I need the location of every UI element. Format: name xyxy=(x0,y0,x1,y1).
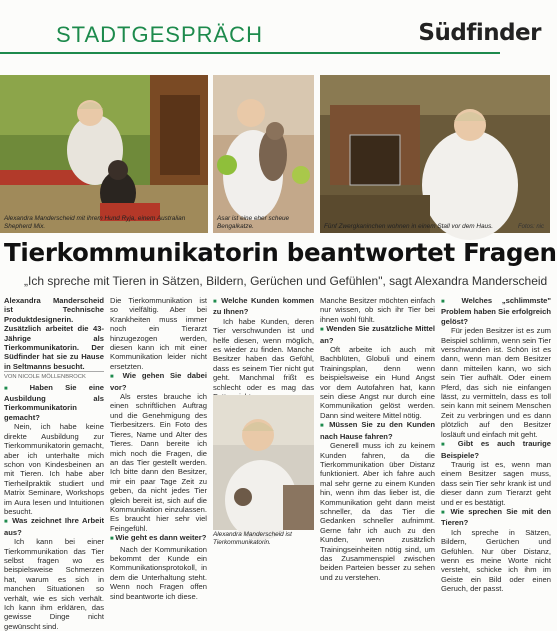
inset-photo-portrait-image xyxy=(213,395,314,530)
interview-answer: Nach der Kommunikation bekommt der Kunde ein Kommunikationsprotokoll, in dem die Unterhaltung steht. Wenn noch Fragen offen sind beantworte ich diese. xyxy=(110,544,207,601)
photo-caption: Fünf Zwergkaninchen wohnen in einem Stall vor dem Haus. xyxy=(324,222,494,230)
publication-logo: Südfinder xyxy=(418,20,541,46)
photo-caption: Alexandra Manderscheid ist Tierkommunikatorin. xyxy=(213,531,292,546)
article-column-5 xyxy=(441,296,551,594)
interview-answer: Für jeden Besitzer ist es zum Beispiel schlimm, wenn sein Tier verschwunden ist. Schön ist es dann, wenn man dem Besitzer dann mitteilen kann, wo sich sein Tier aufhält. Oder einem Pferd, das sich nie einfangen lässt, zu vermitteln, dass es toll sein kann mit seinem Menschen Zeit zu verbringen und es dann plötzlich auf den Besitzer losläuft und einfach mit geht. xyxy=(441,326,551,439)
interview-question: ■ Welche Kunden kommen zu Ihnen? xyxy=(213,296,314,317)
interview-question: ■ Gibt es auch traurige Beispiele? xyxy=(441,439,551,460)
photo-owner-with-dog-image xyxy=(0,75,208,233)
article-headline: Tierkommunikatorin beantwortet Fragen xyxy=(4,238,557,267)
byline: VON NICOLE MÖLLENBROCK xyxy=(4,371,104,382)
article-column-1 xyxy=(4,296,104,631)
interview-answer: Nein, ich habe keine direkte Ausbildung zur Tierkommunikatorin gemacht, aber ich unterhalte mich schon von Kindesbeinen an mit Tieren. Ich habe aber Tierheilpraktik studiert und Matrix Seminare, Workshops im Aura lesen und Intuitionen besucht. xyxy=(4,422,104,516)
photo-owner-with-dog xyxy=(0,75,208,233)
header-rule xyxy=(0,52,500,54)
interview-answer: Ich habe Kunden, deren Tier verschwunden ist und helfe diesen, wenn möglich, es wieder zu finden. Manche Besitzer haben das Gefühl, dass es seinem Tier nicht gut geht. Manchmal frißt es schlecht oder es mag das xyxy=(213,316,314,392)
interview-question: ■ Haben Sie eine Ausbildung als Tierkommunikatorin gemacht? xyxy=(4,383,104,423)
interview-question: ■ Wenden Sie zusätzliche Mittel an? xyxy=(320,324,435,345)
interview-question: ■ Müssen Sie zu den Kunden nach Hause fahren? xyxy=(320,420,435,441)
article-column-4 xyxy=(320,296,435,582)
interview-question: ■ Was zeichnet Ihre Arbeit aus? xyxy=(4,516,104,537)
interview-question: ■ Wie geht es dann weiter? xyxy=(110,533,207,544)
article-subhead: „Ich spreche mit Tieren in Sätzen, Bildern, Gerüchen und Gefühlen", sagt Alexandra Manderscheid xyxy=(24,274,548,288)
interview-answer: Ich kann bei einer Tierkommunikation das Tier selbst fragen wo es beispielsweise Schmerzen hat, warum es sich in manchen Situationen so verhält, wie es sich verhält. Ich kann ihm erklären, das gewisse Dinge nicht gewünscht sind. xyxy=(4,537,104,631)
interview-answer: Als erstes brauche ich einen schriftlichen Auftrag und die Genehmigung des Tierbesitzers. Ein Foto des Tieres, Name und Alter des Tieres. Dann bereite ich mich noch die Fragen, die an das Tier gestellt werden. Ich bitte dann den Besitzer, mir ein paar Tage Zeit zu geben, da nicht jedes Tier gleich bereit ist, sich auf die Kommunikation einzulassen. Es braucht hier sehr viel Feingefühl. xyxy=(110,392,207,533)
interview-question: ■ Welches „schlimmste" Problem haben Sie erfolgreich gelöst? xyxy=(441,296,551,326)
interview-answer: Die Tierkommunikation ist so vielfältig. Aber bei Krankheiten muss immer noch ein Tierarzt hinzugezogen werden, diesen kann ich mit einer Kommunikation leider nicht ersetzten. xyxy=(110,296,207,371)
interview-answer: Traurig ist es, wenn man einem Besitzer sagen muss, dass sein Tier sehr krank ist und dieser dann zum Tierarzt geht und er es bestätigt. xyxy=(441,459,551,507)
interview-question: ■ Wie sprechen Sie mit den Tieren? xyxy=(441,507,551,528)
photo-caption: Asar ist eine eher scheue Bengalkatze. xyxy=(217,215,290,230)
article-column-2 xyxy=(110,296,208,601)
photo-rabbit-stall xyxy=(320,75,550,233)
inset-photo-portrait xyxy=(213,395,314,558)
article-intro: Alexandra Manderscheid ist Technische Produktdesignerin. Zusätzlich arbeitet die 43-Jährige als Tierkommunikatorin. Der Südfinder hat sie zu Hause in Seltmanns besucht. xyxy=(4,296,104,371)
photo-owner-with-cat-image xyxy=(213,75,314,233)
article-column-3 xyxy=(213,296,314,394)
interview-answer: Manche Besitzer möchten einfach nur wissen, ob sich ihr Tier bei ihnen wohl fühlt. xyxy=(320,296,435,324)
photo-credit: Fotos: nic xyxy=(517,224,544,230)
photo-rabbit-stall-image xyxy=(320,75,550,233)
interview-question: ■ Wie gehen Sie dabei vor? xyxy=(110,371,207,392)
photo-owner-with-cat xyxy=(213,75,314,233)
interview-answer: Generell muss ich zu keinem Kunden fahren, da die Tierkommunikation über Distanz funktioniert. Aber ich fahre auch mal sehr gerne zu einem Kunden hin, wenn ihm das lieber ist, die Kommunikation geht dann meist schneller, da das Tier die Gedanken schneller aufnimmt. Gerne fahr ich auch zu den Kunden, wenn zusätzlich Trainingseinheiten nötig sind, um das Zusammenspiel zwischen beiden Parteien besser zu sehen und zu verstehen. xyxy=(320,441,435,582)
section-rubric: STADTGESPRÄCH xyxy=(56,22,263,47)
interview-answer: Ich spreche in Sätzen, Bildern, Gerüchen und Gefühlen. Nur über Distanz, wenn es meine Worte nicht versteht, schicke ich ihm im Geiste ein Bild oder einen Geruch, der passt. xyxy=(441,527,551,594)
interview-answer: Oft arbeite ich auch mit Bachblüten, Globuli und einem Trainingsplan, denn wenn beispielsweise ein Hund Angst vor dem Autofahren hat, kann sein diese Angst nur durch eine Kommunikation gelöst werden. Dann sind weitere Mittel nötig. xyxy=(320,345,435,420)
photo-caption: Alexandra Manderscheid mit ihrem Hund Ryja, einem Australian Shepherd Mix. xyxy=(4,215,186,230)
